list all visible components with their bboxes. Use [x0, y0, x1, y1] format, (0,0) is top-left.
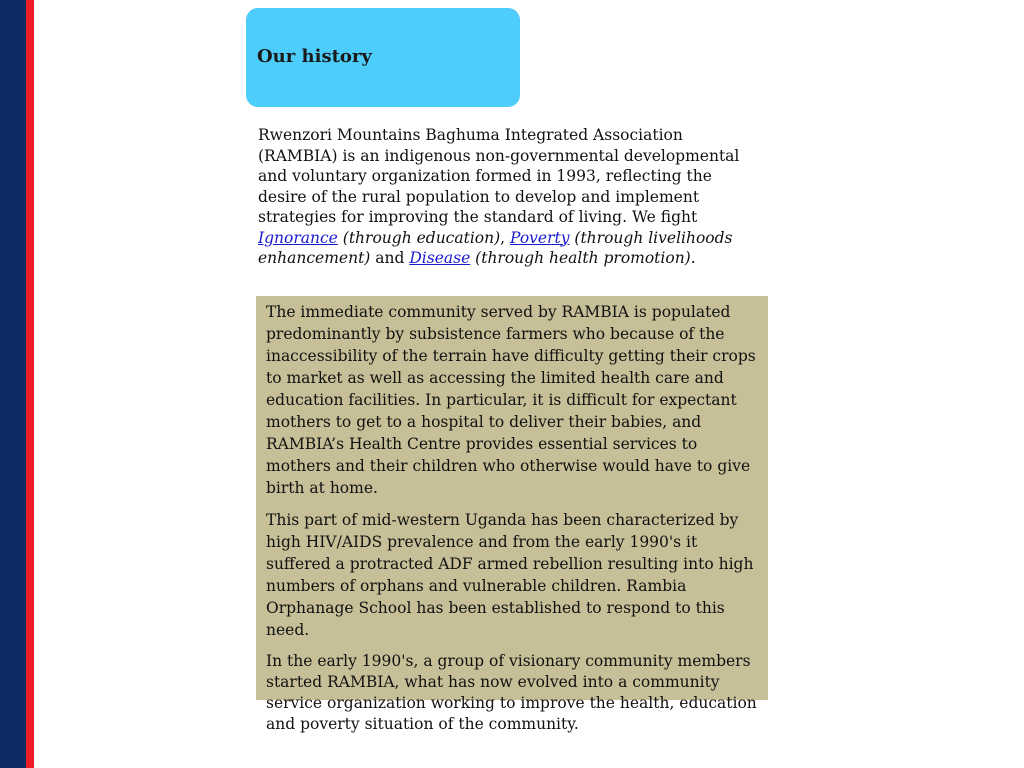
community-info-box [256, 296, 768, 733]
page-title: Our history [257, 46, 372, 67]
sidebar-red-stripe [26, 0, 34, 768]
separator: , [500, 228, 511, 247]
intro-lead: Rwenzori Mountains Baghuma Integrated Association (RAMBIA) is an indigenous non-governmental developmental and voluntary organization formed in 1993, reflecting the desire of the rural population to develop and implement strategies for improving the standard of living. We fight [258, 126, 740, 226]
poverty-link[interactable]: Poverty [510, 228, 570, 247]
and-text: and [370, 249, 410, 267]
intro-end: . [690, 249, 696, 267]
uganda-paragraph: This part of mid-western Uganda has been characterized by high HIV/AIDS prevalence and from the early 1990's it suffered a protracted ADF armed rebellion resulting into high numbers of orphans and vulnerable children. Rambia Orphanage School has been established to respond to this need. [266, 511, 754, 639]
ignorance-link[interactable]: Ignorance [258, 228, 338, 247]
community-paragraph: The immediate community served by RAMBIA is populated predominantly by subsistence farmers who because of the inaccessibility of the terrain have difficulty getting their crops to market as well as accessing the limited health care and education facilities. In particular, it is difficult for expectant mothers to get to a hospital to deliver their babies, and RAMBIA’s Health Centre provides essential services to mothers and their children who otherwise would have to give birth at home. [266, 303, 756, 497]
ignorance-note: (through education) [337, 228, 501, 247]
disease-note: (through health promotion) [470, 249, 691, 267]
header-box [246, 8, 520, 107]
disease-link[interactable]: Disease [409, 249, 471, 267]
intro-paragraph [258, 125, 746, 269]
sidebar-navy-stripe [0, 0, 26, 768]
poverty-note: (through livelihoods enhancement) [258, 228, 733, 267]
founding-paragraph: In the early 1990's, a group of visionary community members started RAMBIA, what has now evolved into a community service organization working to improve the health, education and poverty situation of the community. [266, 652, 757, 733]
